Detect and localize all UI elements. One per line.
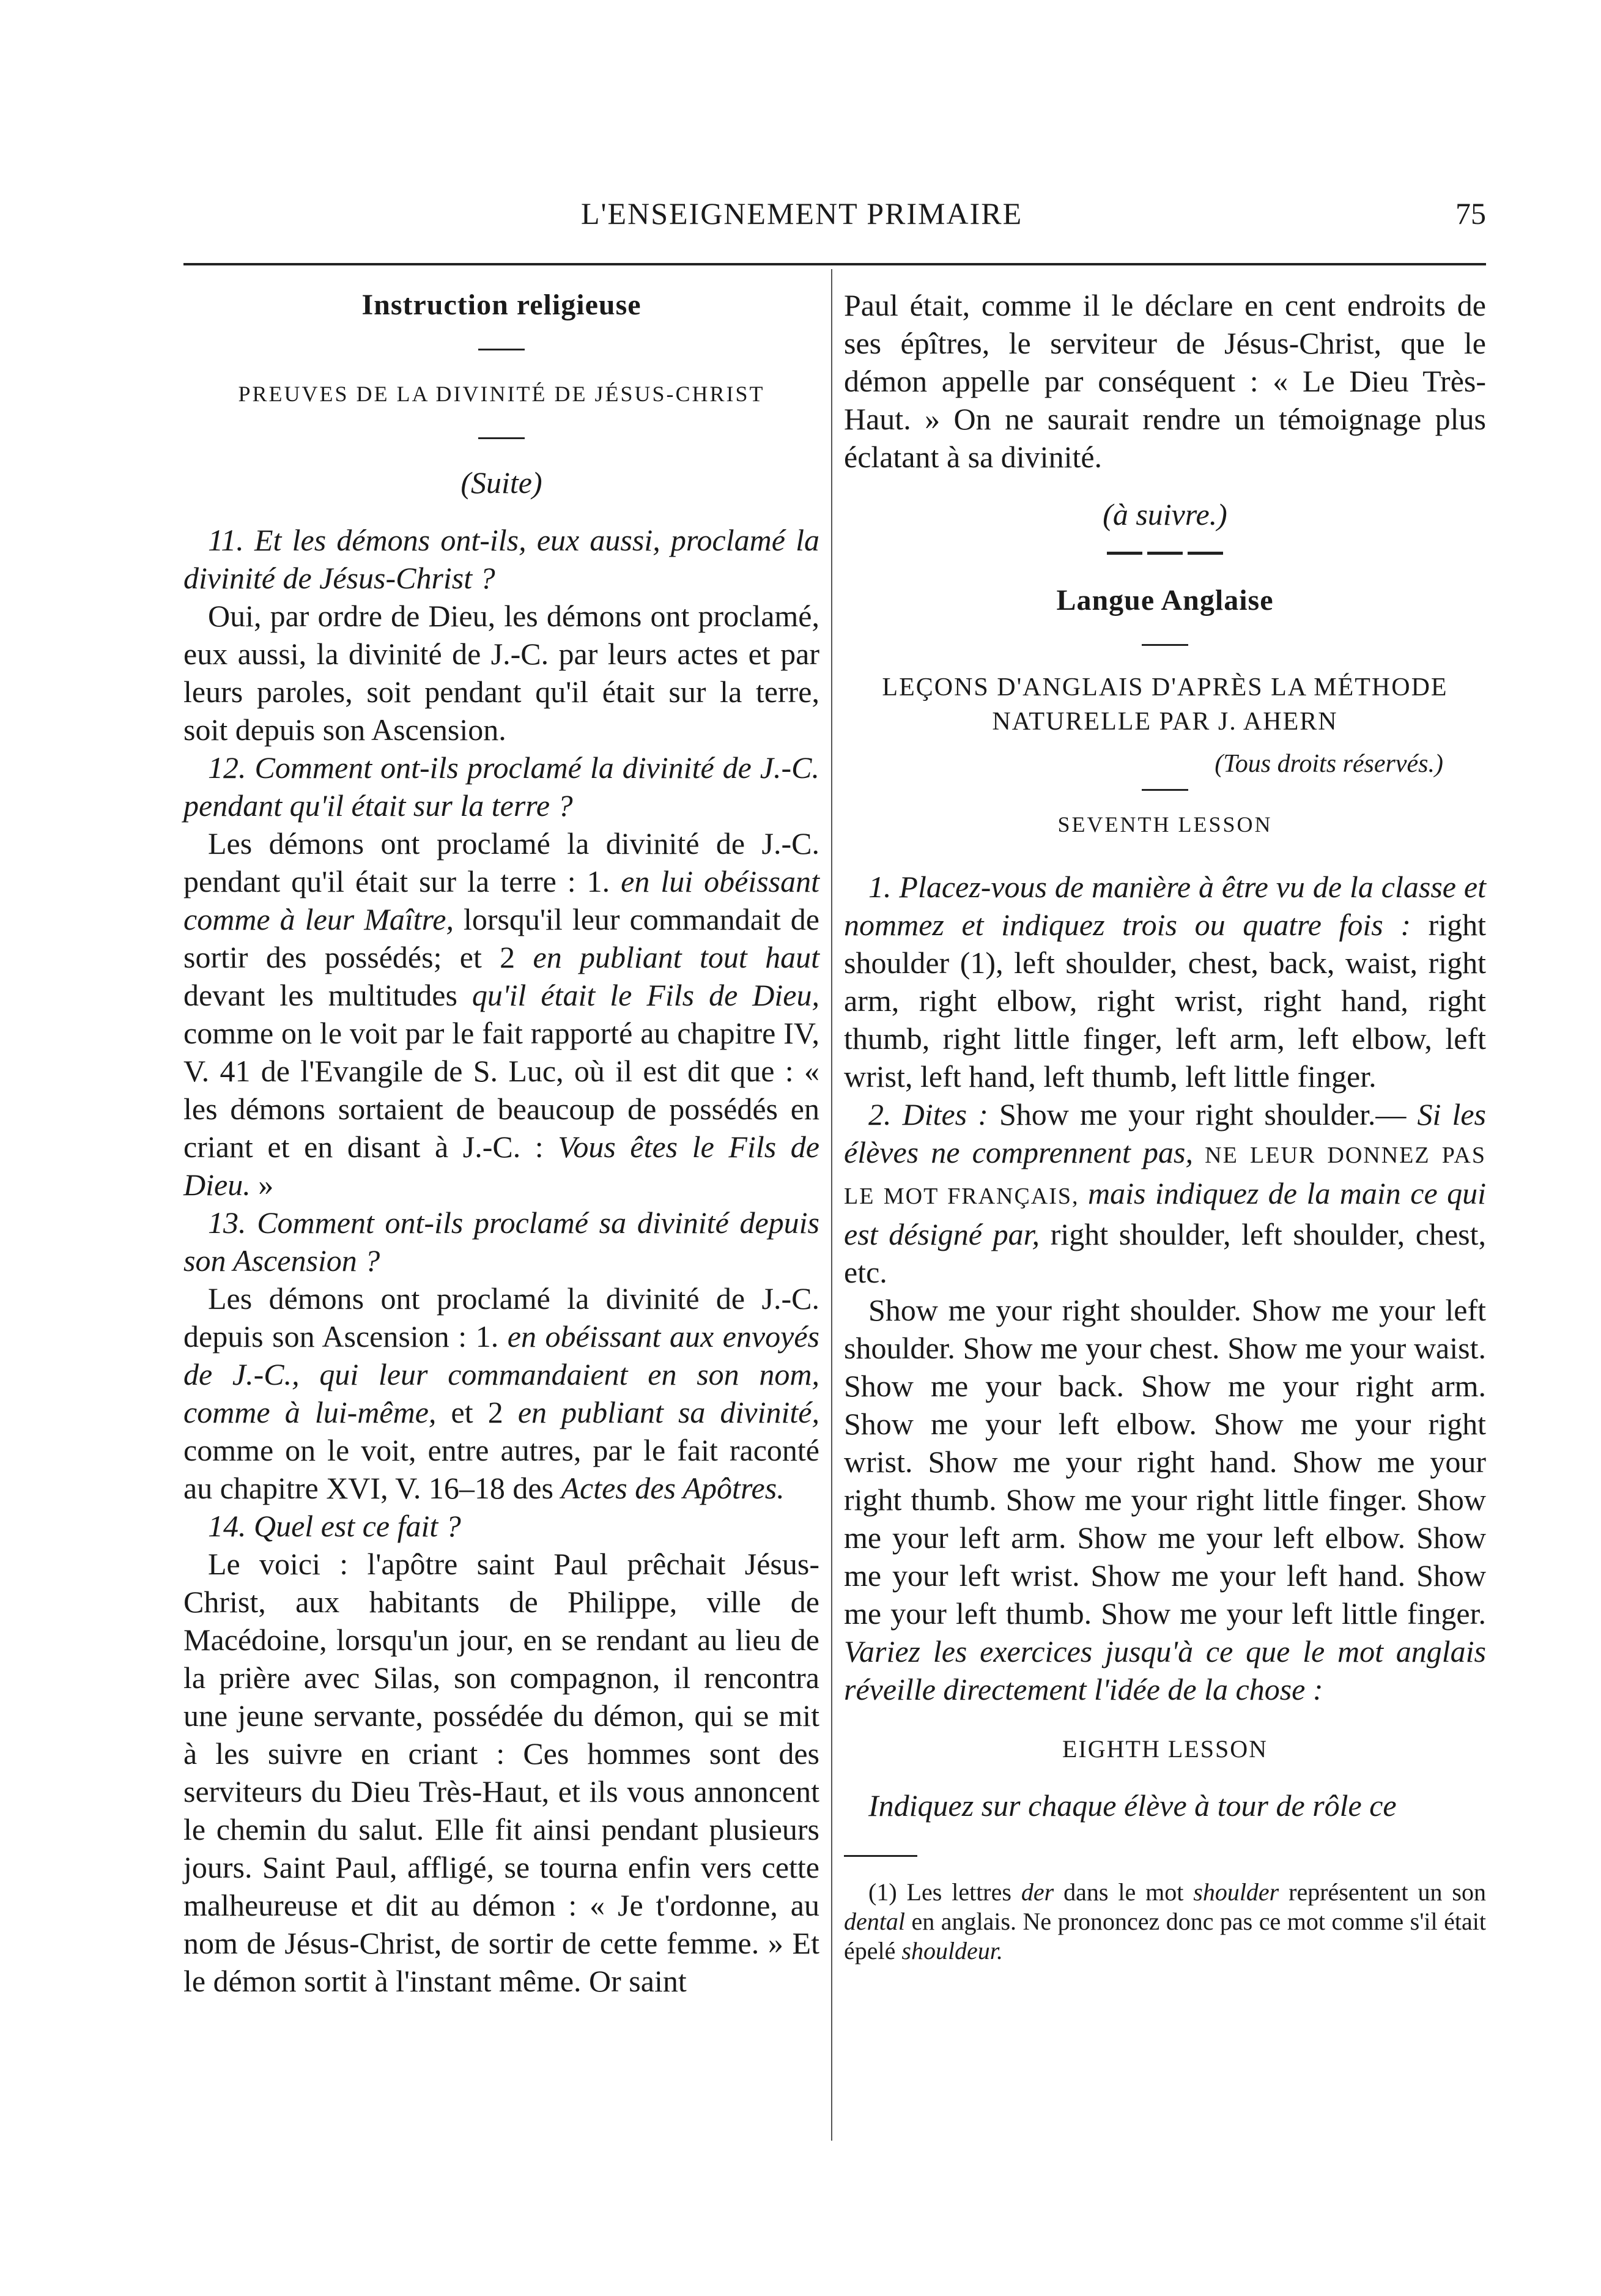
answer-13-italic: en obéissant aux envoyés de J.-C., qui leur commandaient en son nom, comme à lui-même, <box>183 1319 819 1429</box>
footnote-text: dans le mot <box>1054 1878 1194 1906</box>
question-12: 12. Comment ont-ils proclamé la divinité de J.-C. pendant qu'il était sur la terre ? <box>183 750 819 823</box>
running-title: L'ENSEIGNEMENT PRIMAIRE <box>581 196 1023 231</box>
page-number: 75 <box>1455 196 1486 231</box>
section-heading-english: Langue Anglaise <box>1056 584 1274 617</box>
question-11: 11. Et les démons ont-ils, eux aussi, proclamé la divinité de Jésus-Christ ? <box>183 523 819 595</box>
exercise-1-words: right shoulder (1), left shoulder, chest, back, waist, right arm, right elbow, right wrist, right hand, right thumb, right little finger, left arm, left elbow, left wrist, left hand, left thumb, left little finger. <box>844 908 1486 1094</box>
eighth-lesson-first-line: Indiquez sur chaque élève à tour de rôle ce <box>868 1788 1397 1823</box>
answer-12-text: comme on le voit par le fait rapporté au chapitre IV, V. 41 de l'Evangile de S. Luc, où il est dit que : « les démons sortaient de beaucoup de possédés en criant et en disant à J.-C. : <box>183 1016 819 1164</box>
exercise-2-text: Show me your right shoulder.— <box>988 1097 1418 1131</box>
footnote-italic: shoulder <box>1193 1878 1279 1906</box>
exercise-2-smallcaps: NE LEUR DONNEZ PAS LE MOT FRANÇAIS, <box>844 1142 1487 1209</box>
separator-dash <box>1142 789 1188 791</box>
answer-12-italic: en lui obéissant comme à leur Maître, <box>183 864 819 936</box>
exercise-2 <box>844 1095 1486 1291</box>
separator-dash <box>478 349 525 350</box>
footnote-text: représentent un son <box>1279 1878 1486 1906</box>
exercise-2-italic: Si les élèves ne comprennent pas, <box>844 1097 1486 1169</box>
exercise-1 <box>844 868 1486 1095</box>
answer-14: Le voici : l'apôtre saint Paul prêchait Jésus-Christ, aux habitants de Philippe, ville de Macédoine, lorsqu'un jour, en se rendant au lieu de la prière avec Silas, son compagnon, il rencontra une jeune servante, possédée du démon, qui se mit à les suivre en criant : Ces hommes sont des serviteurs du Dieu Très-Haut, et ils vous annoncent le chemin du salut. Elle fit ainsi pendant plusieurs jours. Saint Paul, affligé, se tourna enfin vers cette malheureuse et dit au démon : « Je t'ordonne, au nom de Jésus-Christ, de sortir de cette femme. » Et le démon sortit à l'instant même. Or saint <box>183 1547 819 1998</box>
left-column <box>183 286 819 2000</box>
answer-12-italic: en publiant tout haut <box>533 940 819 974</box>
answer-12-text: » <box>250 1168 274 1202</box>
method-subtitle-line: NATURELLE PAR J. AHERN <box>992 708 1338 736</box>
separator-dash <box>1142 644 1188 646</box>
answer-12-text: lorsqu'il leur commandait de sortir des possédés; et 2 <box>183 902 819 974</box>
exercise-2-italic: mais indiquez de la main ce qui est désigné par, <box>844 1176 1486 1251</box>
column-divider <box>831 269 832 2141</box>
separator-dash <box>478 437 525 439</box>
seventh-lesson-title: SEVENTH LESSON <box>1057 812 1273 837</box>
section-subheading: PREUVES DE LA DIVINITÉ DE JÉSUS-CHRIST <box>238 382 765 406</box>
footnote-italic: shouldeur. <box>901 1937 1003 1965</box>
answer-12 <box>183 824 819 1204</box>
continuation-paragraph: Paul était, comme il le déclare en cent endroits de ses épîtres, le serviteur de Jésus-Christ, que le démon appelle par conséquent : « Le Dieu Très-Haut. » On ne saurait rendre un témoignage plus éclatant à sa divinité. <box>844 288 1486 474</box>
footnote-italic: dental <box>844 1908 905 1935</box>
exercise-3 <box>844 1291 1486 1708</box>
footnote <box>844 1878 1486 1966</box>
section-separator <box>844 552 1486 555</box>
answer-12-italic: qu'il était le Fils de Dieu, <box>471 978 819 1012</box>
method-subtitle-line: LEÇONS D'ANGLAIS D'APRÈS LA MÉTHODE <box>882 673 1448 702</box>
exercise-3-text: Show me your right shoulder. Show me your left shoulder. Show me your chest. Show me your waist. Show me your back. Show me your right arm. Show me your left elbow. Show me your right wrist. Show me your right hand. Show me your right thumb. Show me your right little finger. Show me your left arm. Show me your left elbow. Show me your left wrist. Show me your left hand. Show me your left thumb. Show me your left little finger. <box>844 1293 1486 1631</box>
answer-12-text: Les démons ont proclamé la divinité de J.-C. pendant qu'il était sur la terre : 1. <box>183 826 819 898</box>
exercise-1-instruction: 1. Placez-vous de manière à être vu de la classe et nommez et indiquez trois ou quatre fois : <box>844 870 1486 942</box>
page-header <box>183 183 1486 239</box>
answer-12-text: devant les multitudes <box>183 978 472 1012</box>
exercise-2-text: right shoulder, left shoulder, chest, etc. <box>844 1217 1486 1289</box>
footnote-rule <box>844 1855 917 1857</box>
question-13: 13. Comment ont-ils proclamé sa divinité depuis son Ascension ? <box>183 1205 819 1278</box>
footnote-italic: der <box>1021 1878 1054 1906</box>
method-subtitle <box>844 670 1486 739</box>
answer-12-italic: Vous êtes le Fils de Dieu. <box>183 1130 819 1202</box>
footnote-text: en anglais. Ne prononcez donc pas ce mot comme s'il était épelé <box>844 1908 1486 1965</box>
suite-label: (Suite) <box>460 465 542 500</box>
header-rule <box>183 263 1486 265</box>
answer-13-italic: en publiant sa divinité, <box>517 1395 819 1429</box>
eighth-lesson-title: EIGHTH LESSON <box>1062 1735 1268 1763</box>
a-suivre-label: (à suivre.) <box>1103 497 1227 531</box>
answer-13 <box>183 1279 819 1507</box>
answer-13-italic: Actes des Apôtres. <box>561 1471 785 1505</box>
rights-notice: (Tous droits réservés.) <box>1215 750 1443 778</box>
exercise-3-italic: Variez les exercices jusqu'à ce que le mot anglais réveille directement l'idée de la chose : <box>844 1634 1486 1706</box>
answer-13-text: comme on le voit, entre autres, par le fait raconté au chapitre XVI, V. 16–18 des <box>183 1433 819 1505</box>
answer-13-text: Les démons ont proclamé la divinité de J.-C. depuis son Ascension : 1. <box>183 1281 819 1354</box>
right-column <box>844 286 1486 1966</box>
footnote-text: (1) Les lettres <box>868 1878 1021 1906</box>
section-heading-religion: Instruction religieuse <box>361 289 642 321</box>
question-14: 14. Quel est ce fait ? <box>208 1509 461 1543</box>
exercise-2-instruction: 2. Dites : <box>868 1097 988 1131</box>
answer-13-text: et 2 <box>436 1395 518 1429</box>
answer-11: Oui, par ordre de Dieu, les démons ont proclamé, eux aussi, la divinité de J.-C. par leurs actes et par leurs paroles, soit pendant qu'il était sur la terre, soit depuis son Ascension. <box>183 599 819 747</box>
